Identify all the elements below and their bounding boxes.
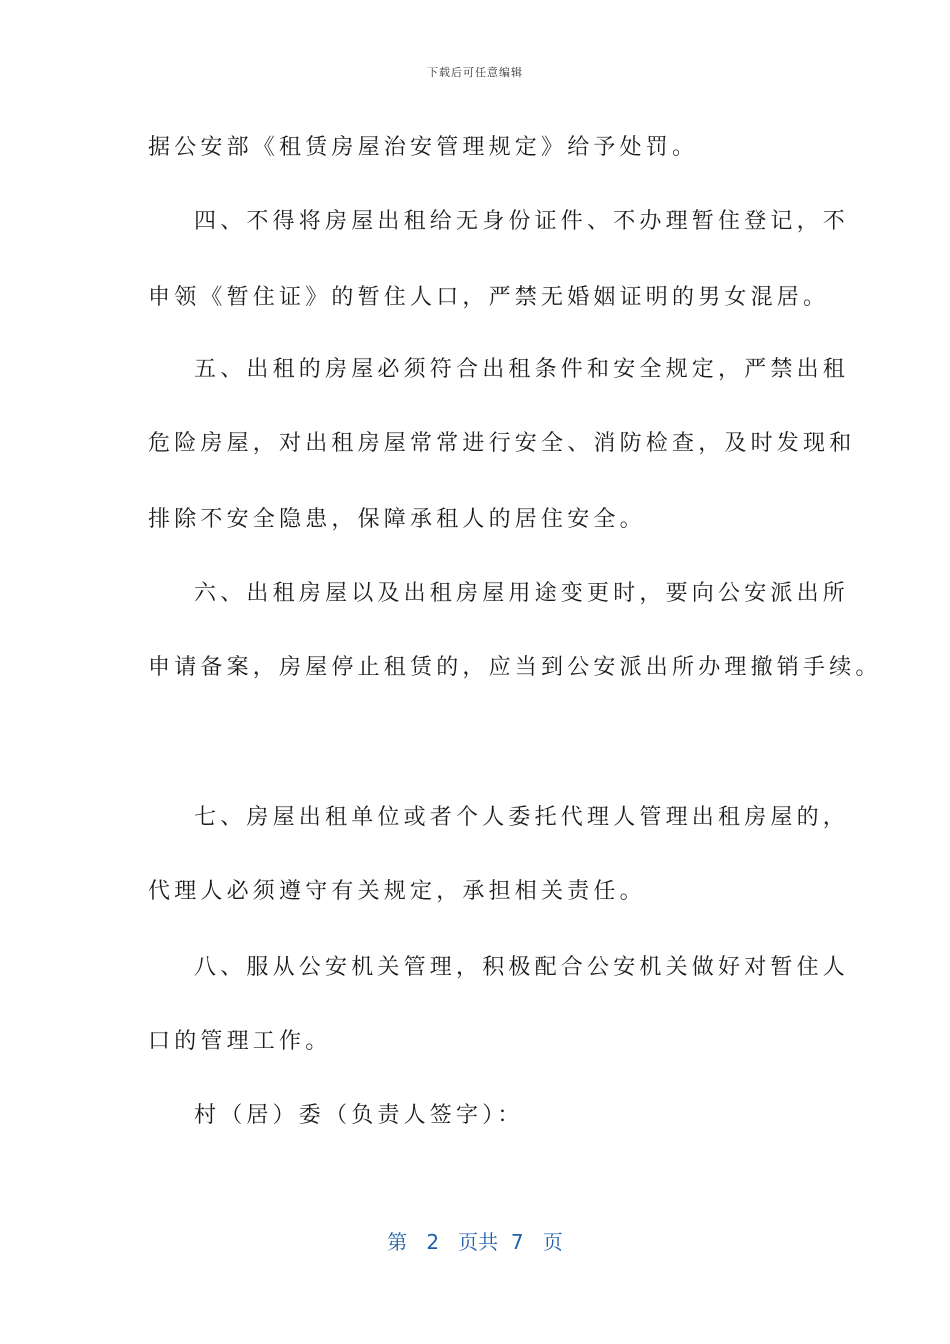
signature-line: 村（居）委（负责人签字）：	[194, 1103, 524, 1128]
paragraph-line: 申领《暂住证》的暂住人口，严禁无婚姻证明的男女混居。	[148, 285, 830, 310]
header-note: 下载后可任意编辑	[427, 66, 523, 79]
paragraph-line: 申请备案，房屋停止租赁的，应当到公安派出所办理撤销手续。	[148, 655, 882, 680]
total-pages-number: 7	[510, 1230, 524, 1254]
paragraph-line: 代理人必须遵守有关规定，承担相关责任。	[148, 879, 646, 904]
current-page-number: 2	[426, 1230, 440, 1254]
paragraph-line: 排除不安全隐患，保障承租人的居住安全。	[148, 507, 646, 532]
paragraph-line: 六、出租房屋以及出租房屋用途变更时，要向公安派出所	[194, 581, 850, 606]
paragraph-line: 据公安部《租赁房屋治安管理规定》给予处罚。	[148, 135, 699, 160]
page-footer	[0, 1226, 950, 1255]
paragraph-line: 八、服从公安机关管理，积极配合公安机关做好对暂住人	[194, 955, 850, 980]
paragraph-line: 五、出租的房屋必须符合出租条件和安全规定，严禁出租	[194, 357, 850, 382]
paragraph-line: 危险房屋，对出租房屋常常进行安全、消防检查，及时发现和	[148, 431, 856, 456]
page-label-suffix: 页	[542, 1230, 563, 1254]
page-label-middle: 页共	[458, 1230, 499, 1254]
paragraph-line: 七、房屋出租单位或者个人委托代理人管理出租房屋的，	[194, 805, 850, 830]
paragraph-line: 口的管理工作。	[148, 1029, 332, 1054]
paragraph-line: 四、不得将房屋出租给无身份证件、不办理暂住登记，不	[194, 209, 850, 234]
page-label-prefix: 第	[387, 1230, 408, 1254]
